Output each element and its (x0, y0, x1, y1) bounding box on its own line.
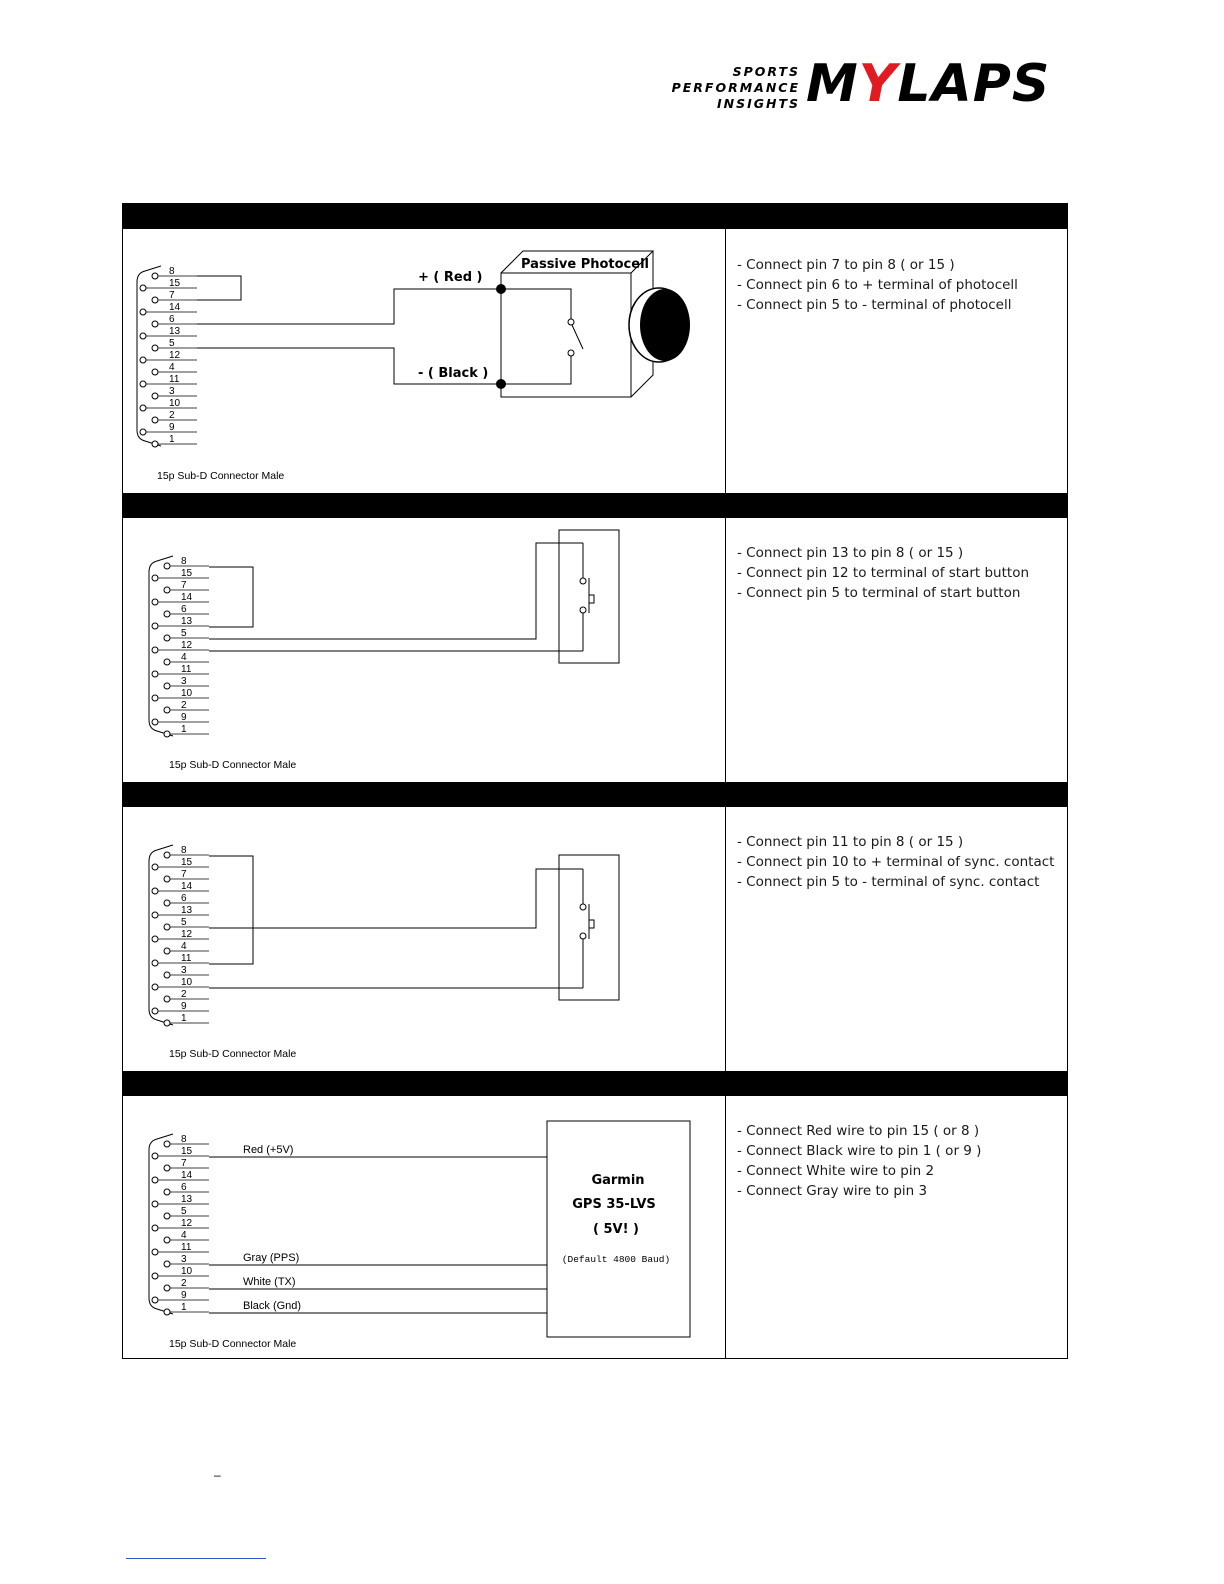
pin-socket (164, 972, 170, 978)
pin-number: 11 (181, 664, 192, 675)
pin-number: 4 (181, 652, 187, 663)
sub-d-connector (137, 266, 197, 447)
column-divider (725, 204, 726, 1358)
pin-number: 8 (181, 845, 187, 856)
pin-number: 5 (169, 338, 175, 349)
section-header-bar (123, 1071, 1067, 1096)
start-button-wiring-diagram (123, 518, 725, 781)
pin-number: 15 (181, 857, 193, 868)
pin-socket (164, 1285, 170, 1291)
instruction-step: - Connect Black wire to pin 1 ( or 9 ) (737, 1143, 982, 1159)
pin-number: 2 (181, 989, 187, 1000)
pin-socket (164, 563, 170, 569)
pin-number: 9 (181, 1001, 187, 1012)
pin-socket (152, 984, 158, 990)
pin-socket (152, 1177, 158, 1183)
pin-socket (164, 852, 170, 858)
logo-y: Y (858, 54, 898, 114)
instruction-step: - Connect Gray wire to pin 3 (737, 1183, 928, 1199)
pin-number: 5 (181, 917, 187, 928)
logo-tagline-line-2: PERFORMANCE (671, 80, 800, 95)
start-button-instructions (737, 543, 1057, 603)
pin-number: 14 (181, 592, 193, 603)
gps-voltage: ( 5V! ) (593, 1222, 639, 1237)
connector-caption: 15p Sub-D Connector Male (169, 759, 297, 771)
pin-socket (152, 321, 158, 327)
pin-number: 2 (181, 700, 187, 711)
pin-socket (140, 309, 146, 315)
pin-number: 3 (169, 386, 175, 397)
pin-socket (152, 1297, 158, 1303)
pin-socket (164, 659, 170, 665)
pin-number: 10 (169, 398, 181, 409)
pin-number: 9 (181, 1290, 187, 1301)
pin-socket (164, 707, 170, 713)
plus-red-label: + ( Red ) (418, 270, 483, 285)
pin-socket (164, 635, 170, 641)
pin-number: 6 (181, 604, 187, 615)
pin-socket (164, 683, 170, 689)
pin-socket (164, 948, 170, 954)
pin-socket (152, 912, 158, 918)
instruction-step: - Connect pin 10 to + terminal of sync. contact (737, 854, 1055, 870)
sub-d-connector (149, 1134, 209, 1315)
gps-instructions (737, 1121, 1057, 1201)
logo-m: M (806, 54, 859, 114)
pin-number: 7 (181, 869, 187, 880)
instruction-step: - Connect Red wire to pin 15 ( or 8 ) (737, 1123, 980, 1139)
pin-socket (152, 647, 158, 653)
pin-socket (140, 285, 146, 291)
pin-socket (164, 587, 170, 593)
pin-number: 14 (169, 302, 181, 313)
pin-number: 12 (181, 929, 193, 940)
wire-label-black: Black (Gnd) (243, 1300, 302, 1312)
pin-socket (164, 900, 170, 906)
instruction-step: - Connect pin 11 to pin 8 ( or 15 ) (737, 834, 964, 850)
pin-number: 11 (181, 1242, 192, 1253)
wire-label-gray: Gray (PPS) (243, 1252, 300, 1264)
sync-contact-device (559, 855, 619, 1000)
pin-socket (152, 417, 158, 423)
pin-socket (164, 611, 170, 617)
pin-socket (152, 1225, 158, 1231)
pin-socket (152, 671, 158, 677)
pin-socket (164, 924, 170, 930)
pin-number: 1 (181, 1302, 187, 1313)
pin-number: 15 (181, 568, 193, 579)
connector-caption: 15p Sub-D Connector Male (169, 1048, 297, 1060)
instruction-step: - Connect pin 5 to - terminal of sync. contact (737, 874, 1040, 890)
pin-socket (152, 960, 158, 966)
pin-socket (140, 429, 146, 435)
wiring-table (122, 203, 1068, 1359)
pin-number: 4 (181, 941, 187, 952)
pin-socket (152, 1201, 158, 1207)
pin-socket (152, 273, 158, 279)
pin-number: 3 (181, 676, 187, 687)
wire-pin-6-plus (197, 289, 501, 324)
jumper-7-8 (197, 276, 241, 300)
pin-number: 8 (181, 1134, 187, 1145)
connector-caption: 15p Sub-D Connector Male (169, 1338, 297, 1350)
pin-socket (164, 1237, 170, 1243)
pin-socket (164, 996, 170, 1002)
logo-tagline-line-1: SPORTS (732, 64, 800, 79)
footer-link-underline[interactable] (126, 1558, 266, 1559)
pin-number: 13 (181, 905, 193, 916)
instruction-step: - Connect pin 5 to terminal of start button (737, 585, 1021, 601)
pin-socket (152, 345, 158, 351)
pin-socket (152, 575, 158, 581)
wire-pin-5 (209, 869, 583, 928)
pin-socket (152, 599, 158, 605)
pin-socket (164, 876, 170, 882)
pin-number: 10 (181, 977, 193, 988)
start-button-device (559, 530, 619, 663)
pin-number: 6 (181, 1182, 187, 1193)
pin-number: 5 (181, 1206, 187, 1217)
pin-number: 8 (181, 556, 187, 567)
pin-number: 1 (181, 1013, 187, 1024)
pin-socket (140, 357, 146, 363)
pin-socket (152, 1273, 158, 1279)
pin-socket (164, 1189, 170, 1195)
gps-wiring-diagram (123, 1096, 725, 1359)
sub-d-connector (149, 845, 209, 1026)
logo-laps: LAPS (897, 54, 1051, 114)
pin-number: 6 (181, 893, 187, 904)
pin-number: 15 (169, 278, 181, 289)
pin-number: 10 (181, 688, 193, 699)
pin-number: 1 (181, 724, 187, 735)
pin-socket (152, 719, 158, 725)
pin-socket (140, 333, 146, 339)
pin-number: 6 (169, 314, 175, 325)
pin-number: 7 (169, 290, 175, 301)
instruction-step: - Connect pin 13 to pin 8 ( or 15 ) (737, 545, 964, 561)
pin-socket (152, 297, 158, 303)
pin-socket (152, 864, 158, 870)
instruction-step: - Connect White wire to pin 2 (737, 1163, 935, 1179)
pin-socket (164, 1141, 170, 1147)
pin-number: 15 (181, 1146, 193, 1157)
pin-socket (152, 393, 158, 399)
pin-socket (140, 405, 146, 411)
pin-number: 13 (181, 616, 193, 627)
sync-contact-instructions (737, 832, 1057, 892)
instruction-step: - Connect pin 6 to + terminal of photocell (737, 277, 1018, 293)
pin-socket (152, 1153, 158, 1159)
photocell-instructions (737, 255, 1057, 315)
pin-number: 9 (181, 712, 187, 723)
pin-socket (164, 731, 170, 737)
pin-socket (152, 695, 158, 701)
gps-brand: Garmin (591, 1173, 645, 1188)
section-header-bar (123, 782, 1067, 807)
pin-socket (152, 441, 158, 447)
pin-number: 2 (181, 1278, 187, 1289)
gps-baud-note: (Default 4800 Baud) (561, 1254, 671, 1265)
section-header-bar (123, 493, 1067, 518)
pin-number: 8 (169, 266, 175, 277)
wire-label-red: Red (+5V) (243, 1144, 294, 1156)
minus-black-label: - ( Black ) (418, 366, 489, 381)
pin-number: 12 (169, 350, 181, 361)
pin-number: 11 (181, 953, 192, 964)
instruction-step: - Connect pin 7 to pin 8 ( or 15 ) (737, 257, 955, 273)
pin-socket (164, 1309, 170, 1315)
pin-number: 7 (181, 1158, 187, 1169)
logo-wordmark (806, 56, 1050, 112)
pin-socket (152, 623, 158, 629)
pin-socket (152, 369, 158, 375)
pin-socket (164, 1020, 170, 1026)
pin-socket (152, 936, 158, 942)
photocell-wiring-diagram (123, 229, 725, 492)
passive-photocell-label: Passive Photocell (521, 257, 649, 272)
pin-number: 13 (181, 1194, 193, 1205)
pin-number: 13 (169, 326, 181, 337)
pin-number: 14 (181, 881, 193, 892)
instruction-step: - Connect pin 5 to - terminal of photocell (737, 297, 1012, 313)
pin-number: 5 (181, 628, 187, 639)
pin-socket (152, 1008, 158, 1014)
connector-caption: 15p Sub-D Connector Male (157, 470, 285, 482)
pin-number: 2 (169, 410, 175, 421)
instruction-step: - Connect pin 12 to terminal of start button (737, 565, 1030, 581)
pin-number: 4 (181, 1230, 187, 1241)
pin-number: 1 (169, 434, 175, 445)
gps-model: GPS 35-LVS (572, 1197, 656, 1212)
pin-number: 4 (169, 362, 175, 373)
pin-socket (152, 1249, 158, 1255)
pin-number: 7 (181, 580, 187, 591)
pin-socket (164, 1213, 170, 1219)
section-header-bar (123, 204, 1067, 229)
footer-dash: – (214, 1468, 221, 1482)
pin-socket (152, 888, 158, 894)
pin-socket (164, 1165, 170, 1171)
sub-d-connector (149, 556, 209, 737)
pin-number: 10 (181, 1266, 193, 1277)
wire-pin-5 (209, 543, 583, 639)
pin-number: 9 (169, 422, 175, 433)
photocell-device (501, 251, 690, 397)
jumper-11-8 (209, 856, 253, 964)
mylaps-logo (671, 54, 1106, 118)
logo-tagline-line-3: INSIGHTS (716, 96, 800, 111)
pin-number: 12 (181, 640, 193, 651)
pin-number: 3 (181, 1254, 187, 1265)
pin-socket (140, 381, 146, 387)
pin-number: 3 (181, 965, 187, 976)
pin-socket (164, 1261, 170, 1267)
pin-number: 14 (181, 1170, 193, 1181)
jumper-13-8 (209, 567, 253, 627)
wire-label-white: White (TX) (243, 1276, 296, 1288)
sync-contact-wiring-diagram (123, 807, 725, 1070)
pin-number: 12 (181, 1218, 193, 1229)
pin-number: 11 (169, 374, 180, 385)
